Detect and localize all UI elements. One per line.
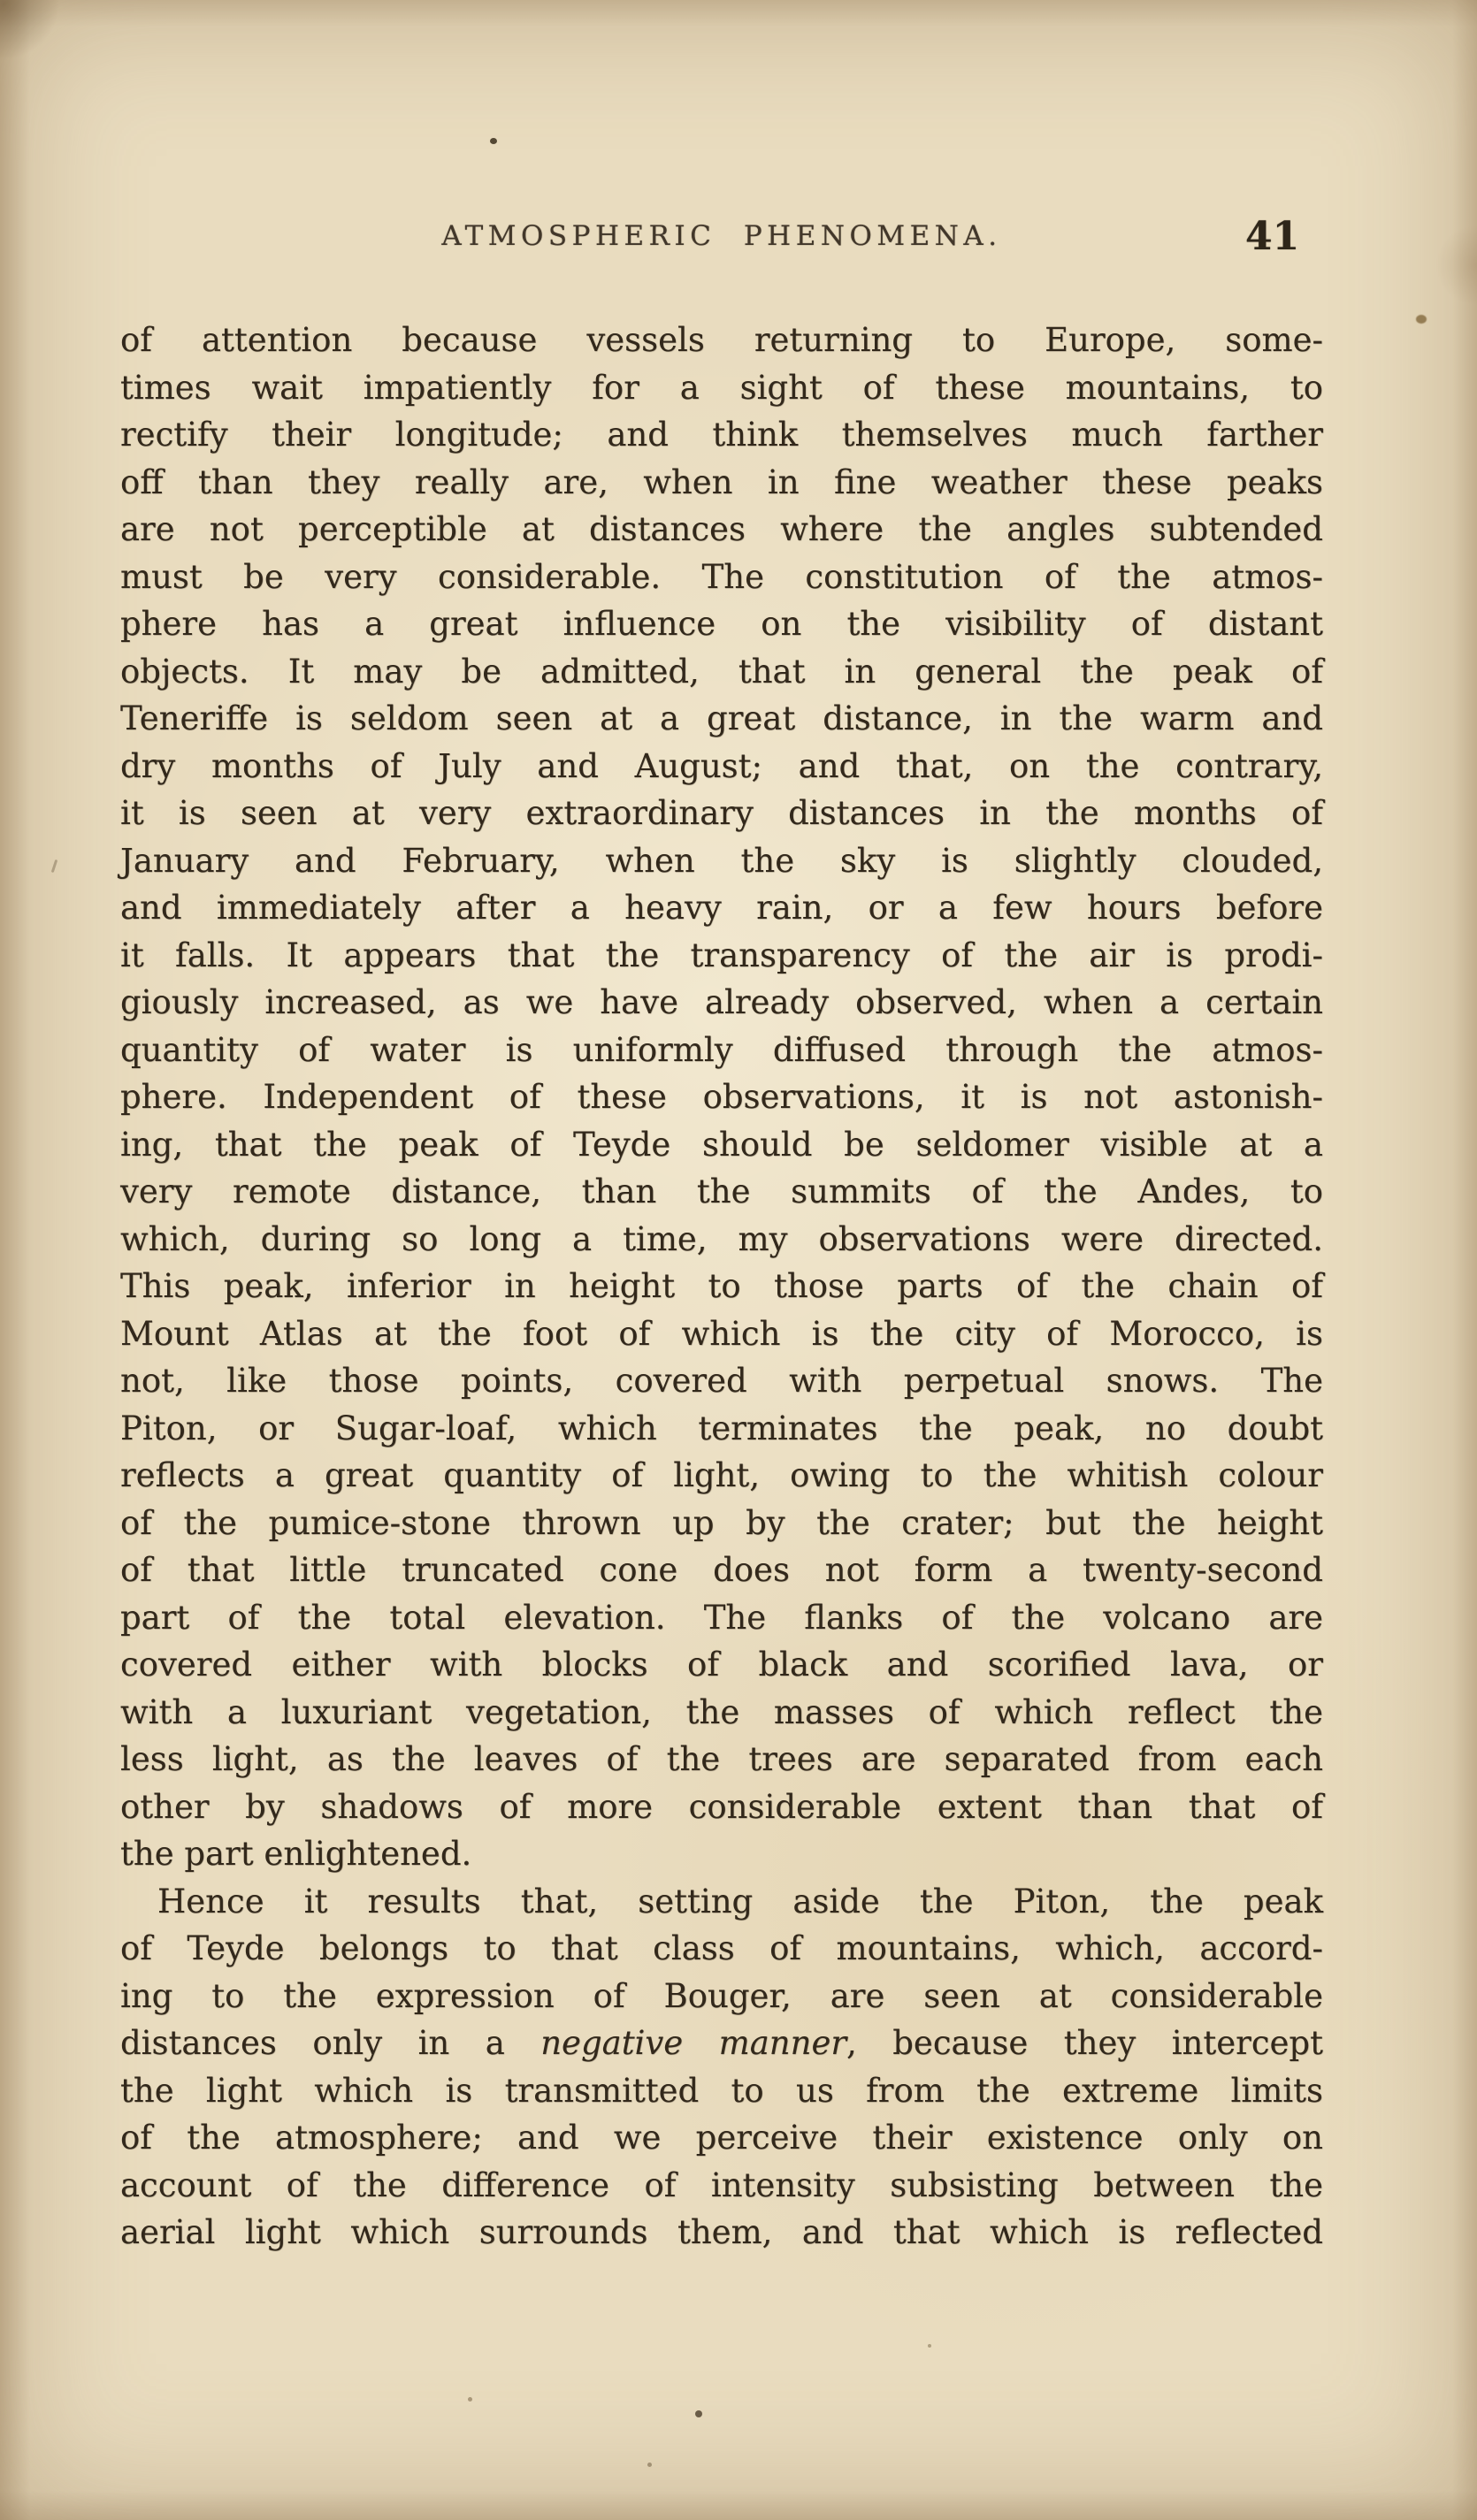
- text-line: the light which is transmitted to us from the extreme limits: [120, 2071, 1323, 2110]
- text-line: ing, that the peak of Teyde should be seldomer visible at a: [120, 1125, 1323, 1164]
- running-head: ATMOSPHERIC PHENOMENA.: [441, 220, 1002, 252]
- text-line: and immediately after a heavy rain, or a few hours before: [120, 889, 1323, 927]
- text-line: must be very considerable. The constitution of the atmos-: [120, 557, 1323, 596]
- text-line: off than they really are, when in fine weather these peaks: [120, 462, 1323, 501]
- text-line: aerial light which surrounds them, and that which is reflected: [120, 2213, 1323, 2251]
- text-line: quantity of water is uniformly diffused through the atmos-: [120, 1030, 1323, 1069]
- ink-speck: [1416, 315, 1427, 324]
- text-line: Mount Atlas at the foot of which is the city of Morocco, is: [120, 1314, 1323, 1353]
- ink-speck: [695, 2410, 702, 2417]
- text-line: giously increased, as we have already observed, when a certain: [120, 983, 1323, 1021]
- text-line: it falls. It appears that the transparency of the air is prodi-: [120, 935, 1323, 974]
- paragraph: [120, 1878, 1323, 2257]
- text-line: very remote distance, than the summits of the Andes, to: [120, 1172, 1323, 1210]
- text-line: of the pumice-stone thrown up by the crater; but the height: [120, 1503, 1323, 1542]
- text-line: other by shadows of more considerable extent than that of: [120, 1787, 1323, 1826]
- text-line: of Teyde belongs to that class of mountains, which, accord-: [120, 1929, 1323, 1967]
- text-line: part of the total elevation. The flanks of the volcano are: [120, 1598, 1323, 1637]
- text-line: of that little truncated cone does not form a twenty-second: [120, 1551, 1323, 1589]
- text-line: phere. Independent of these observations, it is not astonish-: [120, 1078, 1323, 1116]
- text-line: the part enlightened.: [120, 1835, 472, 1873]
- text-line: ing to the expression of Bouger, are seen at considerable: [120, 1976, 1323, 2015]
- page-number: 41: [1245, 214, 1300, 259]
- text-line: This peak, inferior in height to those parts of the chain of: [120, 1267, 1323, 1305]
- text-line: of attention because vessels returning to Europe, some-: [120, 321, 1323, 359]
- text-line: which, during so long a time, my observations were directed.: [120, 1219, 1323, 1258]
- text-line: Hence it results that, setting aside the Piton, the peak: [157, 1882, 1323, 1921]
- text-line: not, like those points, covered with perpetual snows. The: [120, 1362, 1323, 1400]
- text-line: less light, as the leaves of the trees are separated from each: [120, 1740, 1323, 1778]
- text-line: reflects a great quantity of light, owing to the whitish colour: [120, 1456, 1323, 1494]
- ink-speck: [468, 2397, 472, 2402]
- text-line: phere has a great influence on the visibility of distant: [120, 605, 1323, 643]
- text-line: January and February, when the sky is slightly clouded,: [120, 841, 1323, 880]
- paragraph: [120, 317, 1323, 1878]
- text-line: with a luxuriant vegetation, the masses of which reflect the: [120, 1692, 1323, 1731]
- text-line: times wait impatiently for a sight of these mountains, to: [120, 368, 1323, 407]
- text-line: are not perceptible at distances where the angles subtended: [120, 510, 1323, 548]
- text-line: objects. It may be admitted, that in general the peak of: [120, 652, 1323, 691]
- ink-speck: [928, 2344, 931, 2348]
- ink-speck: [647, 2463, 652, 2467]
- text-line: distances only in a negative manner, because they intercept: [120, 2024, 1323, 2062]
- text-line: rectify their longitude; and think themselves much farther: [120, 416, 1323, 454]
- text-line: dry months of July and August; and that, on the contrary,: [120, 746, 1323, 785]
- text-line: Teneriffe is seldom seen at a great distance, in the warm and: [120, 699, 1323, 737]
- text-line: it is seen at very extraordinary distances in the months of: [120, 794, 1323, 832]
- text-line: Piton, or Sugar-loaf, which terminates the peak, no doubt: [120, 1409, 1323, 1447]
- ink-speck: [490, 138, 497, 144]
- text-line: account of the difference of intensity subsisting between the: [120, 2165, 1323, 2204]
- text-line: covered either with blocks of black and scorified lava, or: [120, 1646, 1323, 1684]
- text-line: of the atmosphere; and we perceive their existence only on: [120, 2119, 1323, 2157]
- page-body: [120, 317, 1323, 2257]
- ink-speck: [51, 859, 57, 873]
